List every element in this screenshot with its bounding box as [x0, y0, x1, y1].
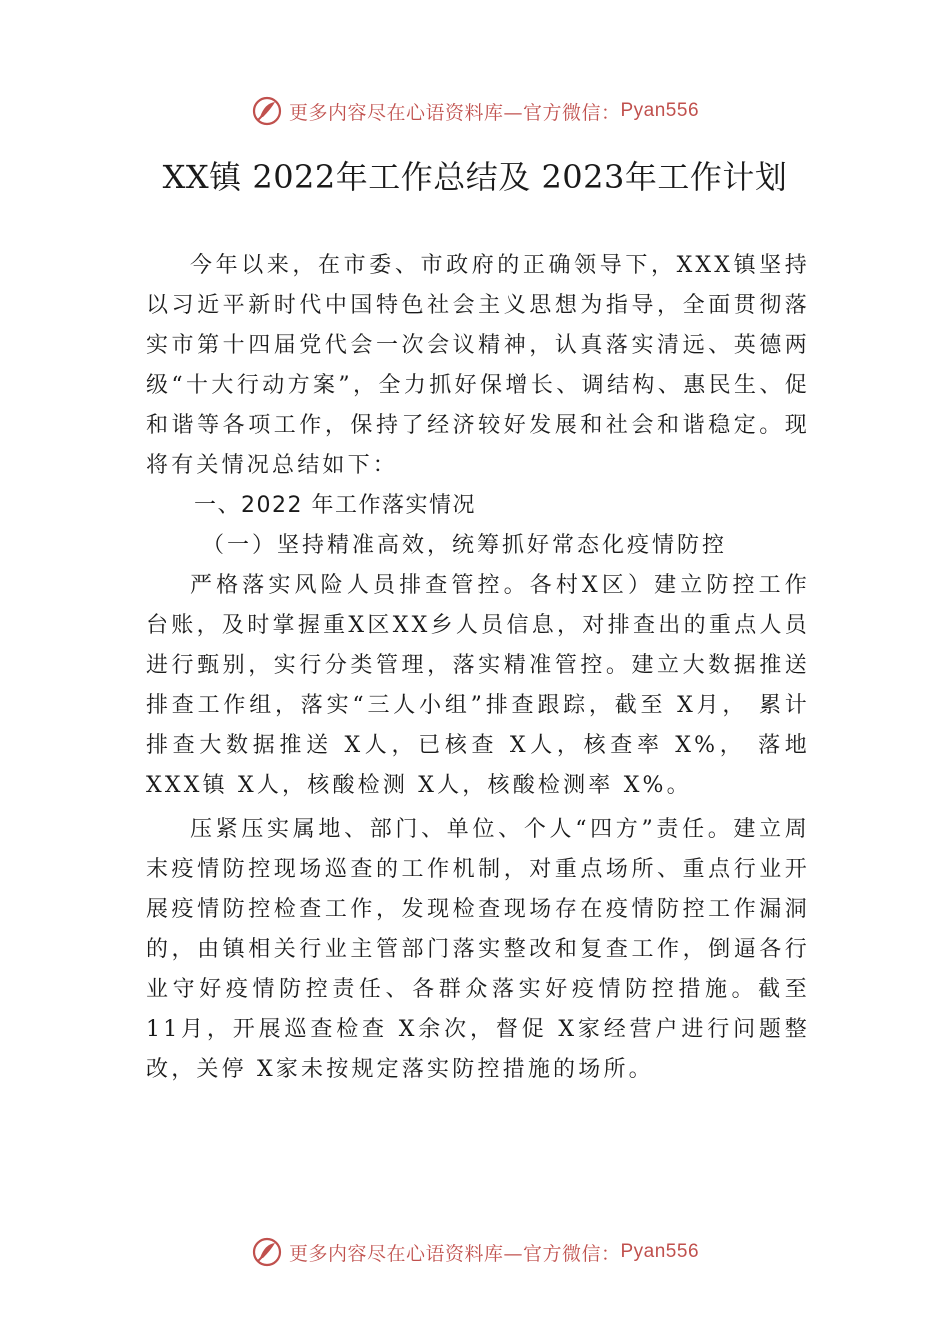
body-paragraph-risk-control: 严格落实风险人员排查管控。各村X区）建立防控工作台账，及时掌握重X区XX乡人员信息，对排查出的重点人员进行甄别，实行分类管理，落实精准管控。建立大数据推送排查工作组，落实“三人小组”排查跟踪，截至 X月， 累计排查大数据推送 X人，已核查 X人，核查率 X%， 落地XXX镇 X人，核酸检测 X人，核酸检测率 X%。: [146, 573, 810, 798]
watermark-wechat-id: Pyan556: [620, 100, 700, 121]
section-heading-1: 一、2022 年工作落实情况: [194, 493, 476, 518]
body-paragraph-responsibility: 压紧压实属地、部门、单位、个人“四方”责任。建立周末疫情防控现场巡查的工作机制，对重点场所、重点行业开展疫情防控检查工作，发现检查现场存在疫情防控工作漏洞的，由镇相关行业主管部门落实整改和复查工作，倒逼各行业守好疫情防控责任、各群众落实好疫情防控措施。截至11月，开展巡查检查 X余次，督促 X家经营户进行问题整改，关停 X家未按规定落实防控措施的场所。: [146, 817, 810, 1082]
library-logo-icon: [251, 1236, 283, 1268]
intro-paragraph: 今年以来，在市委、市政府的正确领导下，XXX镇坚持以习近平新时代中国特色社会主义思想为指导，全面贯彻落实市第十四届党代会一次会议精神，认真落实清远、英德两级“十大行动方案”，全力抓好保增长、调结构、惠民生、促和谐等各项工作，保持了经济较好发展和社会和谐稳定。现将有关情况总结如下：: [146, 253, 810, 478]
watermark-footer: [0, 1236, 950, 1268]
document-body: [146, 246, 810, 1090]
watermark-wechat-id: Pyan556: [620, 1241, 700, 1262]
library-logo-icon: [251, 95, 283, 127]
watermark-text: 更多内容尽在心语资料库—官方微信：: [288, 101, 621, 124]
document-title: XX镇 2022年工作总结及 2023年工作计划: [162, 158, 788, 196]
subsection-heading-1: （一）坚持精准高效，统筹抓好常态化疫情防控: [202, 533, 728, 558]
watermark-header: [0, 95, 950, 127]
watermark-text: 更多内容尽在心语资料库—官方微信：: [288, 1242, 621, 1265]
